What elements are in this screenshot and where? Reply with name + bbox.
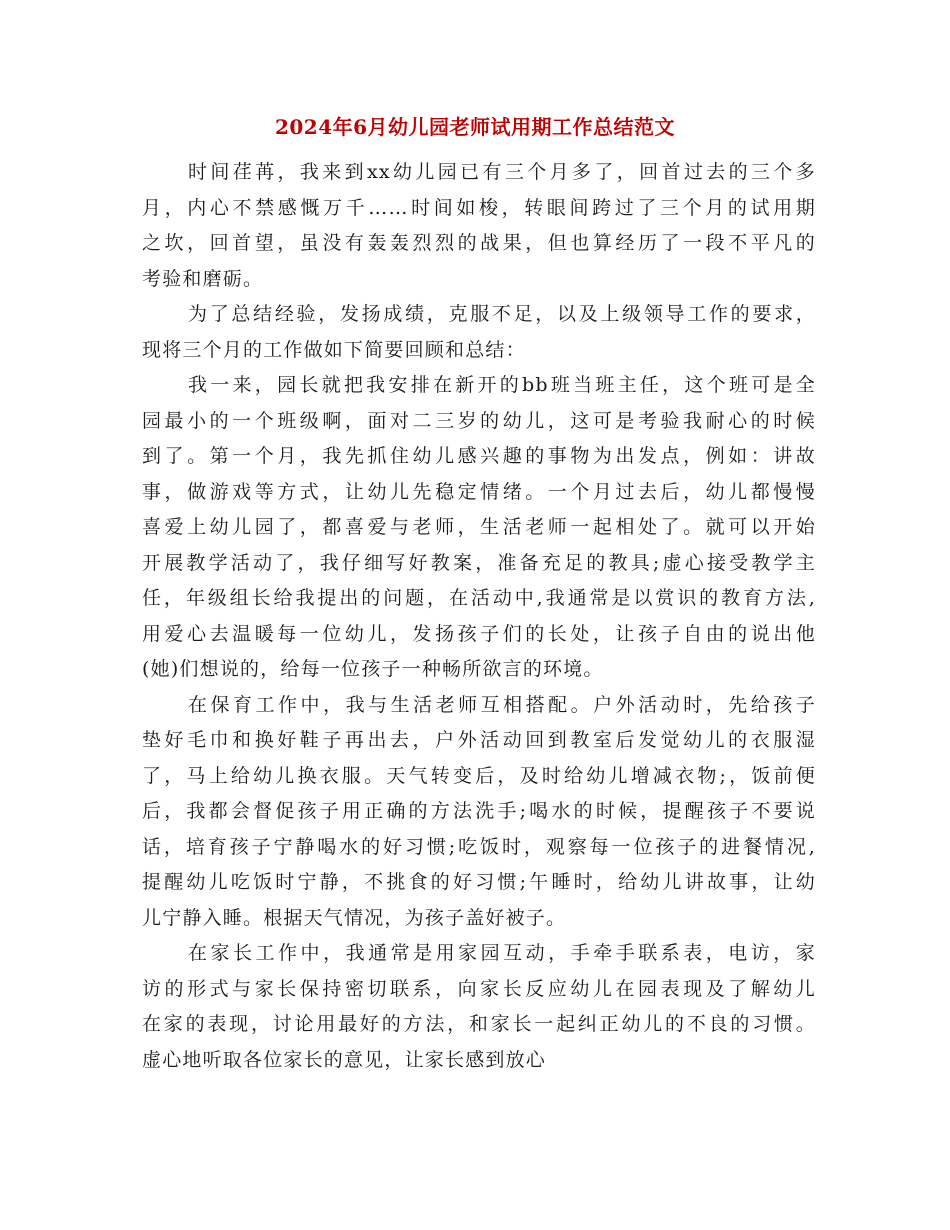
text-line: 用爱心去温暖每一位幼儿，发扬孩子们的长处，让孩子自由的说出他 [142,622,816,645]
text-line: 时间荏苒，我来到xx幼儿园已有三个月多了，回首过去的三个多 [188,161,816,183]
paragraph-2 [142,297,816,368]
text-line: 到了。第一个月，我先抓住幼儿感兴趣的事物为出发点，例如：讲故 [142,445,816,467]
text-line: 提醒幼儿吃饭时宁静，不挑食的好习惯;午睡时，给幼儿讲故事，让幼 [142,871,816,893]
text-line: 园最小的一个班级啊，面对二三岁的幼儿，这可是考验我耐心的时候 [142,409,816,432]
text-line: 在保育工作中，我与生活老师互相搭配。户外活动时，先给孩子 [188,693,816,716]
paragraph-3 [142,368,816,688]
document-title: 2024年6月幼儿园老师试用期工作总结范文 [274,115,676,139]
text-line: 访的形式与家长保持密切联系，向家长反应幼儿在园表现及了解幼儿 [142,977,816,1000]
text-line: 月，内心不禁感慨万千……时间如梭，转眼间跨过了三个月的试用期 [142,196,816,219]
paragraph-4 [142,688,816,937]
text-line: (她)们想说的，给每一位孩子一种畅所欲言的环境。 [142,658,604,680]
text-line: 在家长工作中，我通常是用家园互动，手牵手联系表，电访，家 [188,942,816,964]
text-line: 考验和磨砺。 [142,267,264,290]
document-body [142,155,816,1078]
text-line: 为了总结经验，发扬成绩，克服不足，以及上级领导工作的要求， [188,303,816,325]
text-line: 我一来，园长就把我安排在新开的bb班当班主任，这个班可是全 [188,374,816,396]
text-line: 虚心地听取各位家长的意见，让家长感到放心 [142,1048,547,1071]
paragraph-1 [142,155,816,297]
text-line: 后，我都会督促孩子用正确的方法洗手;喝水的时候，提醒孩子不要说 [142,800,816,822]
text-line: 任，年级组长给我提出的问题，在活动中,我通常是以赏识的教育方法, [142,587,816,609]
text-line: 现将三个月的工作做如下简要回顾和总结： [142,338,526,361]
text-line: 话，培育孩子宁静喝水的好习惯;吃饭时，观察每一位孩子的进餐情况, [142,835,816,858]
text-line: 开展教学活动了，我仔细写好教案，准备充足的教具;虚心接受教学主 [142,551,816,574]
text-line: 在家的表现，讨论用最好的方法，和家长一起纠正幼儿的不良的习惯。 [142,1013,816,1035]
text-line: 儿宁静入睡。根据天气情况，为孩子盖好被子。 [142,906,567,929]
paragraph-5 [142,936,816,1078]
text-line: 了，马上给幼儿换衣服。天气转变后，及时给幼儿增减衣物;，饭前便 [142,764,816,787]
text-line: 之坎，回首望，虽没有轰轰烈烈的战果，但也算经历了一段不平凡的 [142,232,816,254]
text-line: 垫好毛巾和换好鞋子再出去，户外活动回到教室后发觉幼儿的衣服湿 [142,729,816,751]
text-line: 喜爱上幼儿园了，都喜爱与老师，生活老师一起相处了。就可以开始 [142,516,816,538]
text-line: 事，做游戏等方式，让幼儿先稳定情绪。一个月过去后，幼儿都慢慢 [142,480,816,503]
